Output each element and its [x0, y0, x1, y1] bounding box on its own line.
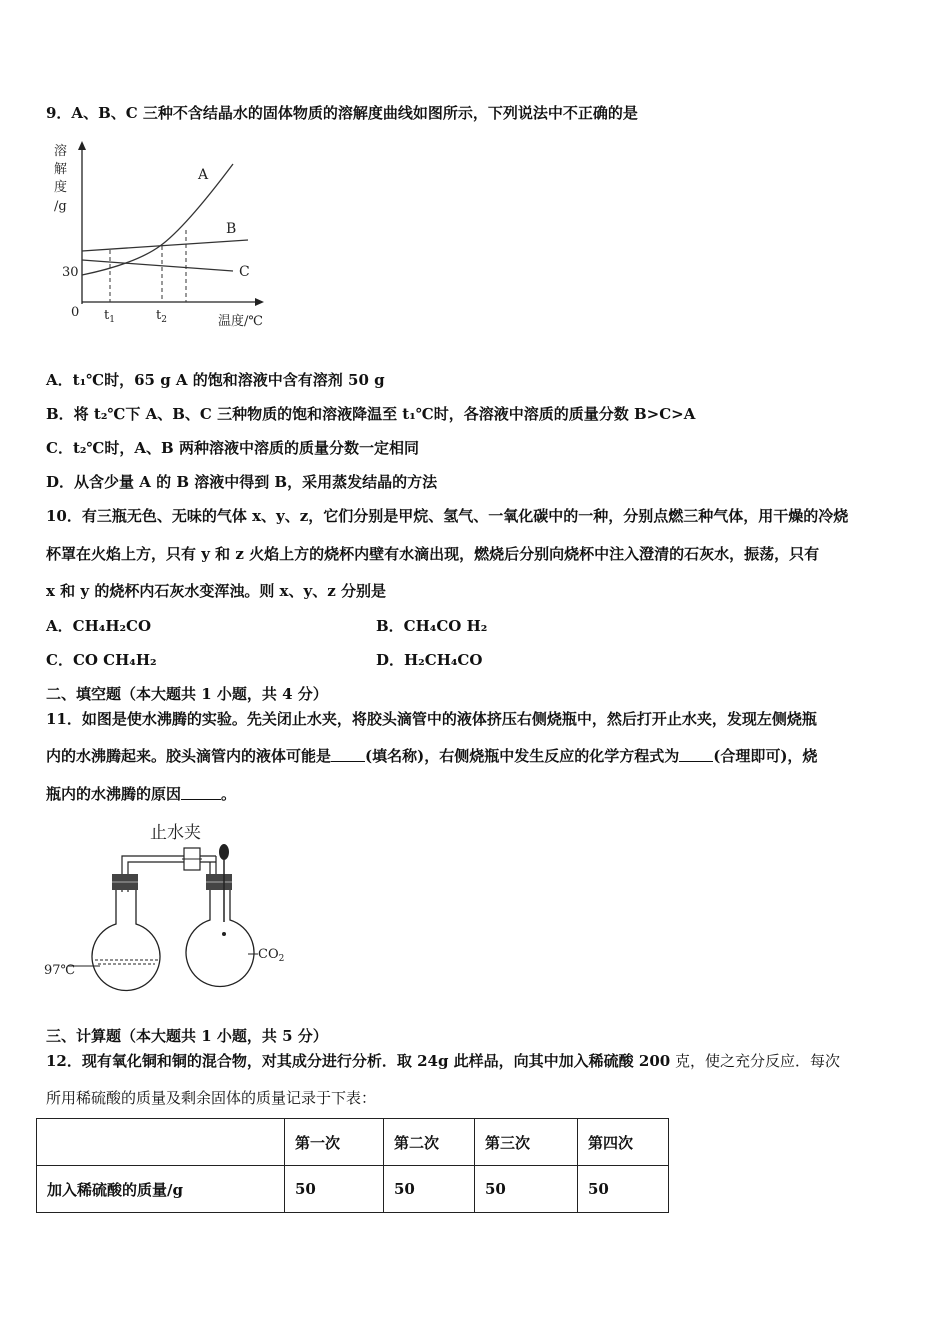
q11-line-2-part-b: (填名称)，右侧烧瓶中发生反应的化学方程式为 — [365, 747, 680, 765]
section-2-heading: 二、填空题（本大题共 1 小题，共 4 分） — [46, 685, 328, 703]
q10-line-3: x 和 y 的烧杯内石灰水变浑浊。则 x、y、z 分别是 — [46, 582, 386, 600]
table-cell: 50 — [384, 1166, 475, 1213]
q12-line-2: 所用稀硫酸的质量及剩余固体的质量记录于下表： — [46, 1089, 377, 1107]
y-axis-arrow — [78, 141, 86, 150]
x-axis-label: 温度/℃ — [218, 314, 263, 329]
t2-label: $t_2$ — [156, 308, 167, 325]
boiling-apparatus-figure — [40, 812, 300, 992]
temperature-label: 97℃ — [44, 963, 76, 978]
answer-blank-3 — [181, 785, 221, 800]
table-header-cell: 第二次 — [384, 1119, 475, 1166]
curve-a-label: A — [198, 167, 209, 183]
q9-option-d: D．从含少量 A 的 B 溶液中得到 B，采用蒸发结晶的方法 — [46, 473, 438, 491]
curve-c-label: C — [239, 264, 250, 280]
connecting-tube-inner — [128, 862, 216, 892]
q10-option-b: B．CH₄CO H₂ — [376, 617, 488, 635]
table-cell: 50 — [285, 1166, 384, 1213]
q11-line-2-part-c: (合理即可)，烧 — [713, 747, 818, 765]
q12-line-1-part-b: 克，使之充分反应．每次 — [670, 1052, 840, 1070]
q10-line-2: 杯罩在火焰上方，只有 y 和 z 火焰上方的烧杯内壁有水滴出现，燃烧后分别向烧杯中注入澄清的石灰水，振荡，只有 — [46, 545, 820, 563]
q11-line-3 — [46, 784, 236, 804]
section-3-heading: 三、计算题（本大题共 1 小题，共 5 分） — [46, 1027, 328, 1045]
q10-option-a: A．CH₄H₂CO — [46, 617, 152, 635]
y-tick-30: 30 — [62, 265, 79, 280]
q10-option-d: D．H₂CH₄CO — [376, 651, 483, 669]
answer-blank-1 — [331, 747, 365, 762]
q11-line-3-part-a: 瓶内的水沸腾的原因 — [46, 785, 182, 803]
drop — [222, 932, 226, 936]
ylabel-char-4: /g — [54, 199, 67, 214]
q9-option-b: B．将 t₂℃下 A、B、C 三种物质的饱和溶液降温至 t₁℃时，各溶液中溶质的质量分数 B>C>A — [46, 405, 696, 423]
table-row — [37, 1166, 669, 1213]
q12-line-1-part-a: 12．现有氧化铜和铜的混合物，对其成分进行分析．取 24g 此样品，向其中加入稀硫酸 200 — [46, 1052, 671, 1070]
q10-option-c: C．CO CH₄H₂ — [46, 651, 157, 669]
table-row-label: 加入稀硫酸的质量/g — [37, 1166, 285, 1213]
q11-line-3-part-b: 。 — [221, 785, 237, 803]
left-flask — [92, 890, 160, 990]
table-cell: 50 — [475, 1166, 578, 1213]
table-header-row — [37, 1119, 669, 1166]
co2-label: $CO_2$ — [258, 947, 285, 964]
q11-line-2 — [46, 746, 817, 766]
table-cell: 50 — [578, 1166, 669, 1213]
right-flask — [186, 890, 254, 986]
q9-option-a: A．t₁℃时，65 g A 的饱和溶液中含有溶剂 50 g — [46, 371, 385, 389]
q12-line-1 — [46, 1051, 840, 1071]
ylabel-char-2: 解 — [54, 162, 68, 177]
q9-stem: 9．A、B、C 三种不含结晶水的固体物质的溶解度曲线如图所示，下列说法中不正确的是 — [46, 104, 638, 122]
origin-label: 0 — [71, 305, 80, 320]
answer-blank-2 — [679, 747, 713, 762]
results-table — [36, 1118, 669, 1213]
t1-label: $t_1$ — [104, 308, 115, 325]
table-header-cell — [37, 1119, 285, 1166]
q11-line-2-part-a: 内的水沸腾起来。胶头滴管内的液体可能是 — [46, 747, 332, 765]
q11-line-1: 11．如图是使水沸腾的实验。先关闭止水夹，将胶头滴管中的液体挤压右侧烧瓶中，然后打开止水夹，发现左侧烧瓶 — [46, 710, 817, 728]
curve-b-label: B — [226, 221, 237, 237]
dropper-bulb — [219, 844, 229, 860]
solubility-graph — [40, 136, 280, 334]
table-header-cell: 第三次 — [475, 1119, 578, 1166]
ylabel-char-3: 度 — [54, 180, 68, 195]
table-header-cell: 第四次 — [578, 1119, 669, 1166]
x-axis-arrow — [255, 298, 264, 306]
curve-a — [82, 164, 233, 275]
table-header-cell: 第一次 — [285, 1119, 384, 1166]
clamp-label: 止水夹 — [150, 823, 201, 843]
q9-option-c: C．t₂℃时，A、B 两种溶液中溶质的质量分数一定相同 — [46, 439, 419, 457]
q10-line-1: 10．有三瓶无色、无味的气体 x、y、z，它们分别是甲烷、氢气、一氧化碳中的一种，分别点燃三种气体，用干燥的冷烧 — [46, 507, 849, 525]
ylabel-char-1: 溶 — [54, 144, 68, 159]
